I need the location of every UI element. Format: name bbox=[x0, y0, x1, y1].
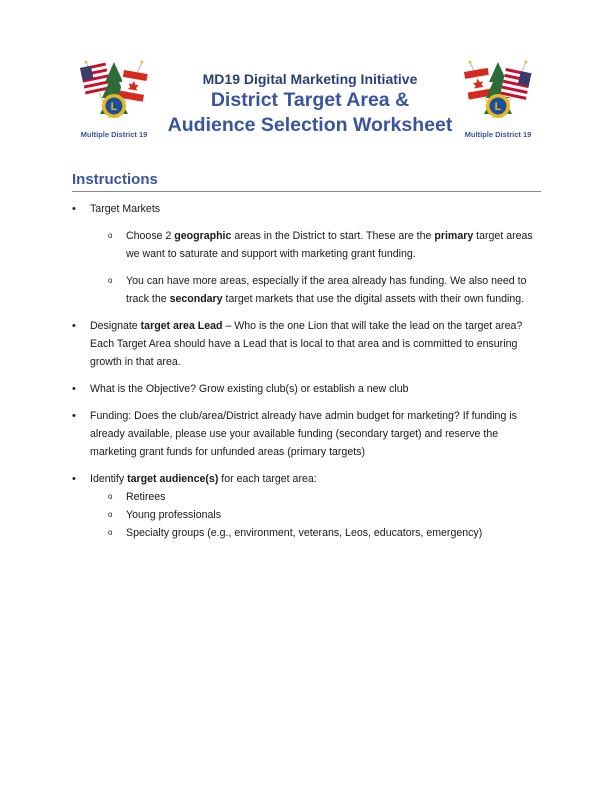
list-item-target-area-lead: • Designate target area Lead – Who is the one Lion that will take the lead on the target area? Each Target Area should have a Lead that is local to that area and is committed to ensuring growth in that area. bbox=[72, 317, 544, 371]
list-item-funding: • Funding: Does the club/area/District already have admin budget for marketing? If funding is already available, please use your available funding (secondary target) and reserve the marketing grant funds for unfunded areas (primary targets) bbox=[72, 407, 544, 461]
audience-option-young-professionals: o Young professionals bbox=[72, 506, 544, 524]
sub-item-secondary-markets: o You can have more areas, especially if the area already has funding. We also need to track the secondary target markets that use the digital assets with their own funding. bbox=[72, 272, 544, 308]
document-title-line1: District Target Area & bbox=[210, 89, 410, 111]
sub-item-geographic-areas: o Choose 2 geographic areas in the District to start. These are the primary target areas we want to saturate and support with marketing grant funding. bbox=[72, 227, 544, 263]
svg-text:L: L bbox=[494, 101, 502, 113]
flags-lions-emblem-icon bbox=[458, 58, 538, 130]
md19-logo-right bbox=[458, 58, 538, 146]
section-divider bbox=[72, 191, 541, 192]
document-title-line2: Audience Selection Worksheet bbox=[167, 114, 453, 136]
list-item-target-audience: • Identify target audience(s) for each target area: bbox=[72, 470, 544, 488]
document-title-block bbox=[160, 70, 460, 138]
logo-caption: Multiple District 19 bbox=[464, 130, 532, 139]
section-heading-instructions: Instructions bbox=[72, 171, 158, 188]
list-item-objective: • What is the Objective? Grow existing club(s) or establish a new club bbox=[72, 380, 544, 398]
document-subtitle: MD19 Digital Marketing Initiative bbox=[202, 71, 418, 87]
svg-text:L: L bbox=[110, 101, 118, 113]
audience-option-retirees: o Retirees bbox=[72, 488, 544, 506]
instructions-list bbox=[72, 200, 544, 542]
md19-logo-left bbox=[74, 58, 154, 146]
flags-lions-emblem-icon bbox=[74, 58, 154, 130]
logo-caption: Multiple District 19 bbox=[80, 130, 148, 139]
audience-option-specialty-groups: o Specialty groups (e.g., environment, veterans, Leos, educators, emergency) bbox=[72, 524, 544, 542]
list-item-target-markets: • Target Markets bbox=[72, 200, 544, 218]
